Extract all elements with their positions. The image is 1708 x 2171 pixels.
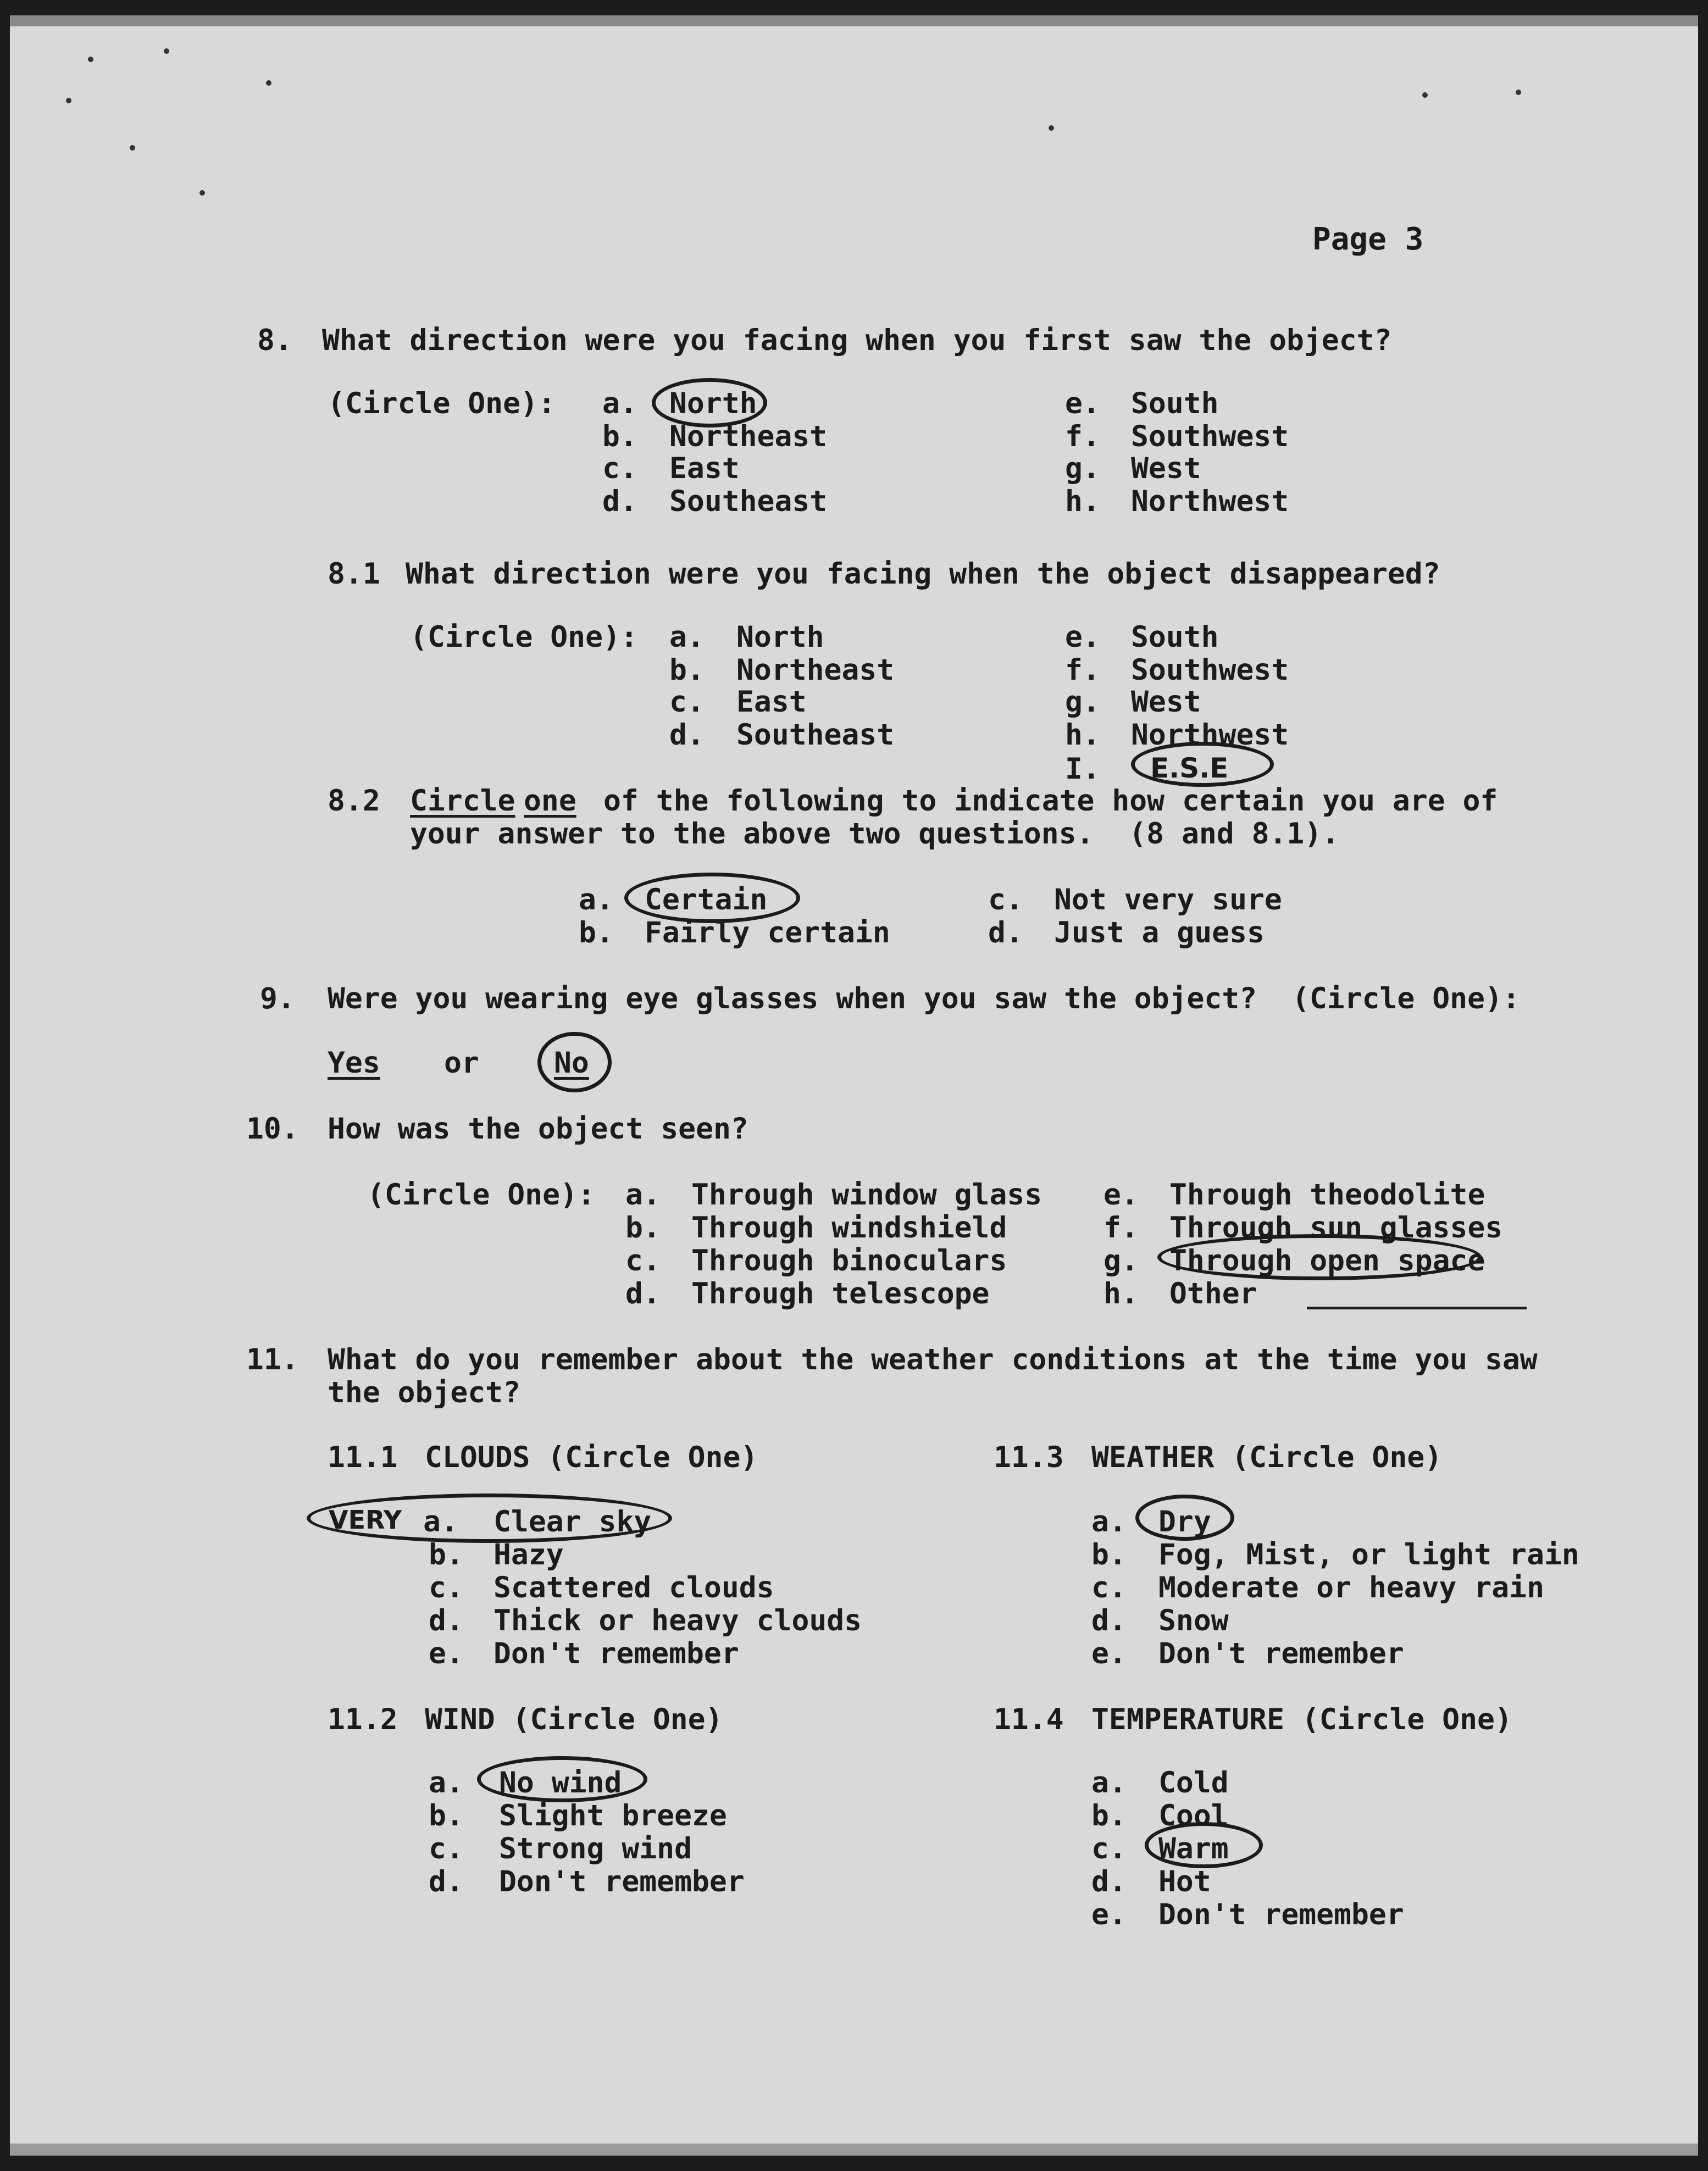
q81-option-letter: a. [669,620,705,654]
q81-ese-circle-mark [1131,742,1274,787]
q8-option-letter: e. [1065,387,1100,420]
q10-option-letter: b. [625,1211,661,1245]
q82-option-letter: a. [579,883,614,917]
q111-option-letter: d. [429,1604,464,1637]
q81-option-letter: g. [1065,685,1100,719]
q10-other-blank-line[interactable] [1307,1307,1527,1309]
q113-number: 11.3 [994,1441,1064,1474]
q111-option-thick-clouds[interactable]: Thick or heavy clouds [493,1604,862,1637]
q81-option-letter: f. [1065,653,1100,687]
q113-title: WEATHER (Circle One) [1091,1441,1443,1474]
q10-option-windshield[interactable]: Through windshield [691,1211,1007,1245]
q9-no-circle-mark [537,1032,612,1092]
q8-option-letter: h. [1065,485,1100,518]
q112-option-no-wind[interactable]: No wind [499,1766,622,1800]
q82-option-letter: b. [579,916,614,950]
form-page [10,15,1698,2156]
scan-speck [164,48,169,54]
q82-option-not-very-sure[interactable]: Not very sure [1054,883,1282,917]
q82-option-letter: d. [988,916,1023,950]
q113-option-fog-mist[interactable]: Fog, Mist, or light rain [1158,1538,1579,1572]
q113-option-snow[interactable]: Snow [1158,1604,1229,1637]
q114-option-warm[interactable]: Warm [1158,1832,1229,1865]
q112-option-letter: c. [429,1832,464,1865]
scan-speck [1516,90,1521,95]
q112-option-slight-breeze[interactable]: Slight breeze [499,1799,727,1833]
q10-option-letter: c. [625,1244,661,1278]
scan-speck [130,145,135,151]
q82-word-circle: Circle [410,784,515,818]
q114-option-letter: c. [1091,1832,1127,1865]
q8-option-south[interactable]: South [1131,387,1219,420]
q8-number: 8. [257,324,292,357]
q81-number: 8.1 [328,557,380,591]
q114-option-letter: a. [1091,1766,1127,1800]
q81-option-southeast[interactable]: Southeast [736,718,895,752]
q111-number: 11.1 [328,1441,398,1474]
q111-option-letter: e. [429,1637,464,1670]
q8-option-northeast[interactable]: Northeast [669,420,828,453]
scan-top-edge [10,15,1698,26]
q9-option-yes[interactable]: Yes [328,1046,380,1080]
q9-number: 9. [260,982,295,1015]
q111-title: CLOUDS (Circle One) [425,1441,758,1474]
q111-option-dont-remember[interactable]: Don't remember [493,1637,739,1670]
q82-text-line2: your answer to the above two questions. (8 and 8.1). [410,817,1340,851]
q82-option-fairly-certain[interactable]: Fairly certain [645,916,890,950]
q111-option-scattered-clouds[interactable]: Scattered clouds [493,1571,774,1604]
q8-option-southeast[interactable]: Southeast [669,485,828,518]
scan-speck [88,57,93,62]
q8-circle-one: (Circle One): [328,387,556,420]
q81-text: What direction were you facing when the object disappeared? [406,557,1440,591]
q81-option-northeast[interactable]: Northeast [736,653,895,687]
q8-option-letter: a. [602,387,637,420]
q10-number: 10. [246,1112,299,1146]
q10-option-letter: d. [625,1277,661,1311]
q10-option-theodolite[interactable]: Through theodolite [1169,1178,1485,1212]
q112-title: WIND (Circle One) [425,1703,723,1736]
page-number: Page 3 [1312,221,1424,257]
q10-circle-one: (Circle One): [367,1178,595,1212]
q114-number: 11.4 [994,1703,1064,1736]
q10-option-open-space[interactable]: Through open space [1169,1244,1485,1278]
q10-option-telescope[interactable]: Through telescope [691,1277,990,1311]
q113-option-dont-remember[interactable]: Don't remember [1158,1637,1404,1670]
q10-option-letter: f. [1103,1211,1139,1245]
q10-option-letter: g. [1103,1244,1139,1278]
q112-option-letter: a. [429,1766,464,1800]
q10-option-sun-glasses[interactable]: Through sun glasses [1169,1211,1503,1245]
q9-text: Were you wearing eye glasses when you saw the object? (Circle One): [328,982,1520,1015]
q81-option-ese-handwritten[interactable]: E.S.E [1150,752,1229,784]
q112-number: 11.2 [328,1703,398,1736]
q8-option-letter: c. [602,452,637,485]
q111-option-clear-sky[interactable]: Clear sky [493,1505,652,1539]
q10-option-letter: h. [1103,1277,1139,1311]
q81-circle-one: (Circle One): [410,620,638,654]
q111-option-hazy[interactable]: Hazy [493,1538,564,1572]
q111-option-letter: a. [423,1505,458,1539]
q81-option-letter: I. [1065,752,1100,786]
q113-option-heavy-rain[interactable]: Moderate or heavy rain [1158,1571,1544,1604]
q8-text: What direction were you facing when you first saw the object? [322,324,1392,357]
q112-option-strong-wind[interactable]: Strong wind [499,1832,692,1865]
q111-handwritten-very: VERY [329,1505,402,1535]
q8-option-letter: f. [1065,420,1100,453]
q114-option-letter: b. [1091,1799,1127,1833]
q113-option-dry[interactable]: Dry [1158,1505,1211,1539]
q81-option-southwest[interactable]: Southwest [1131,653,1289,687]
q81-option-letter: b. [669,653,705,687]
q8-option-letter: d. [602,485,637,518]
q10-open-space-circle-mark [1157,1234,1482,1280]
q8-option-southwest[interactable]: Southwest [1131,420,1289,453]
q112-option-dont-remember[interactable]: Don't remember [499,1865,745,1898]
q8-option-east[interactable]: East [669,452,740,485]
q81-option-north[interactable]: North [736,620,824,654]
scan-speck [1049,125,1054,131]
q114-option-letter: e. [1091,1898,1127,1931]
q9-or: or [444,1046,479,1080]
q114-option-cold[interactable]: Cold [1158,1766,1229,1800]
q8-option-north[interactable]: North [669,387,757,420]
q8-option-northwest[interactable]: Northwest [1131,485,1289,518]
scan-speck [266,80,271,86]
q111-option-letter: b. [429,1538,464,1572]
q82-word-one: one [524,784,576,818]
q113-option-letter: c. [1091,1571,1127,1604]
q8-option-letter: b. [602,420,637,453]
q11-number: 11. [246,1343,299,1376]
q113-option-letter: e. [1091,1637,1127,1670]
q9-option-no[interactable]: No [554,1046,589,1080]
q113-dry-circle-mark [1135,1495,1234,1541]
q114-option-hot[interactable]: Hot [1158,1865,1211,1898]
q112-no-wind-circle-mark [477,1756,647,1802]
q81-option-west[interactable]: West [1131,685,1201,719]
scan-speck [66,98,71,103]
q112-option-letter: b. [429,1799,464,1833]
q8-option-letter: g. [1065,452,1100,485]
q8-option-west[interactable]: West [1131,452,1201,485]
q114-option-cool[interactable]: Cool [1158,1799,1229,1833]
q114-option-letter: d. [1091,1865,1127,1898]
scan-bottom-edge [10,2144,1698,2156]
q82-option-certain[interactable]: Certain [645,883,768,917]
q114-warm-circle-mark [1145,1822,1263,1868]
q81-option-letter: e. [1065,620,1100,654]
scan-speck [199,190,205,196]
q11-text-line2: the object? [328,1376,520,1409]
q82-option-just-a-guess[interactable]: Just a guess [1054,916,1265,950]
q81-option-east[interactable]: East [736,685,807,719]
q10-option-letter: a. [625,1178,661,1212]
q81-option-south[interactable]: South [1131,620,1219,654]
q81-option-letter: d. [669,718,705,752]
q81-option-letter: h. [1065,718,1100,752]
q81-option-letter: c. [669,685,705,719]
q82-text: of the following to indicate how certain you are of [603,784,1498,818]
q10-option-window-glass[interactable]: Through window glass [691,1178,1042,1212]
q113-option-letter: d. [1091,1604,1127,1637]
q81-option-northwest[interactable]: Northwest [1131,718,1289,752]
q10-option-letter: e. [1103,1178,1139,1212]
q10-option-binoculars[interactable]: Through binoculars [691,1244,1007,1278]
scan-speck [1422,92,1428,98]
q11-text: What do you remember about the weather conditions at the time you saw [328,1343,1538,1376]
q112-option-letter: d. [429,1865,464,1898]
q82-option-letter: c. [988,883,1023,917]
q10-text: How was the object seen? [328,1112,748,1146]
q111-option-letter: c. [429,1571,464,1604]
q113-option-letter: a. [1091,1505,1127,1539]
q82-number: 8.2 [328,784,380,818]
q113-option-letter: b. [1091,1538,1127,1572]
q114-title: TEMPERATURE (Circle One) [1091,1703,1512,1736]
q10-option-other[interactable]: Other [1169,1277,1257,1311]
q114-option-dont-remember[interactable]: Don't remember [1158,1898,1404,1931]
